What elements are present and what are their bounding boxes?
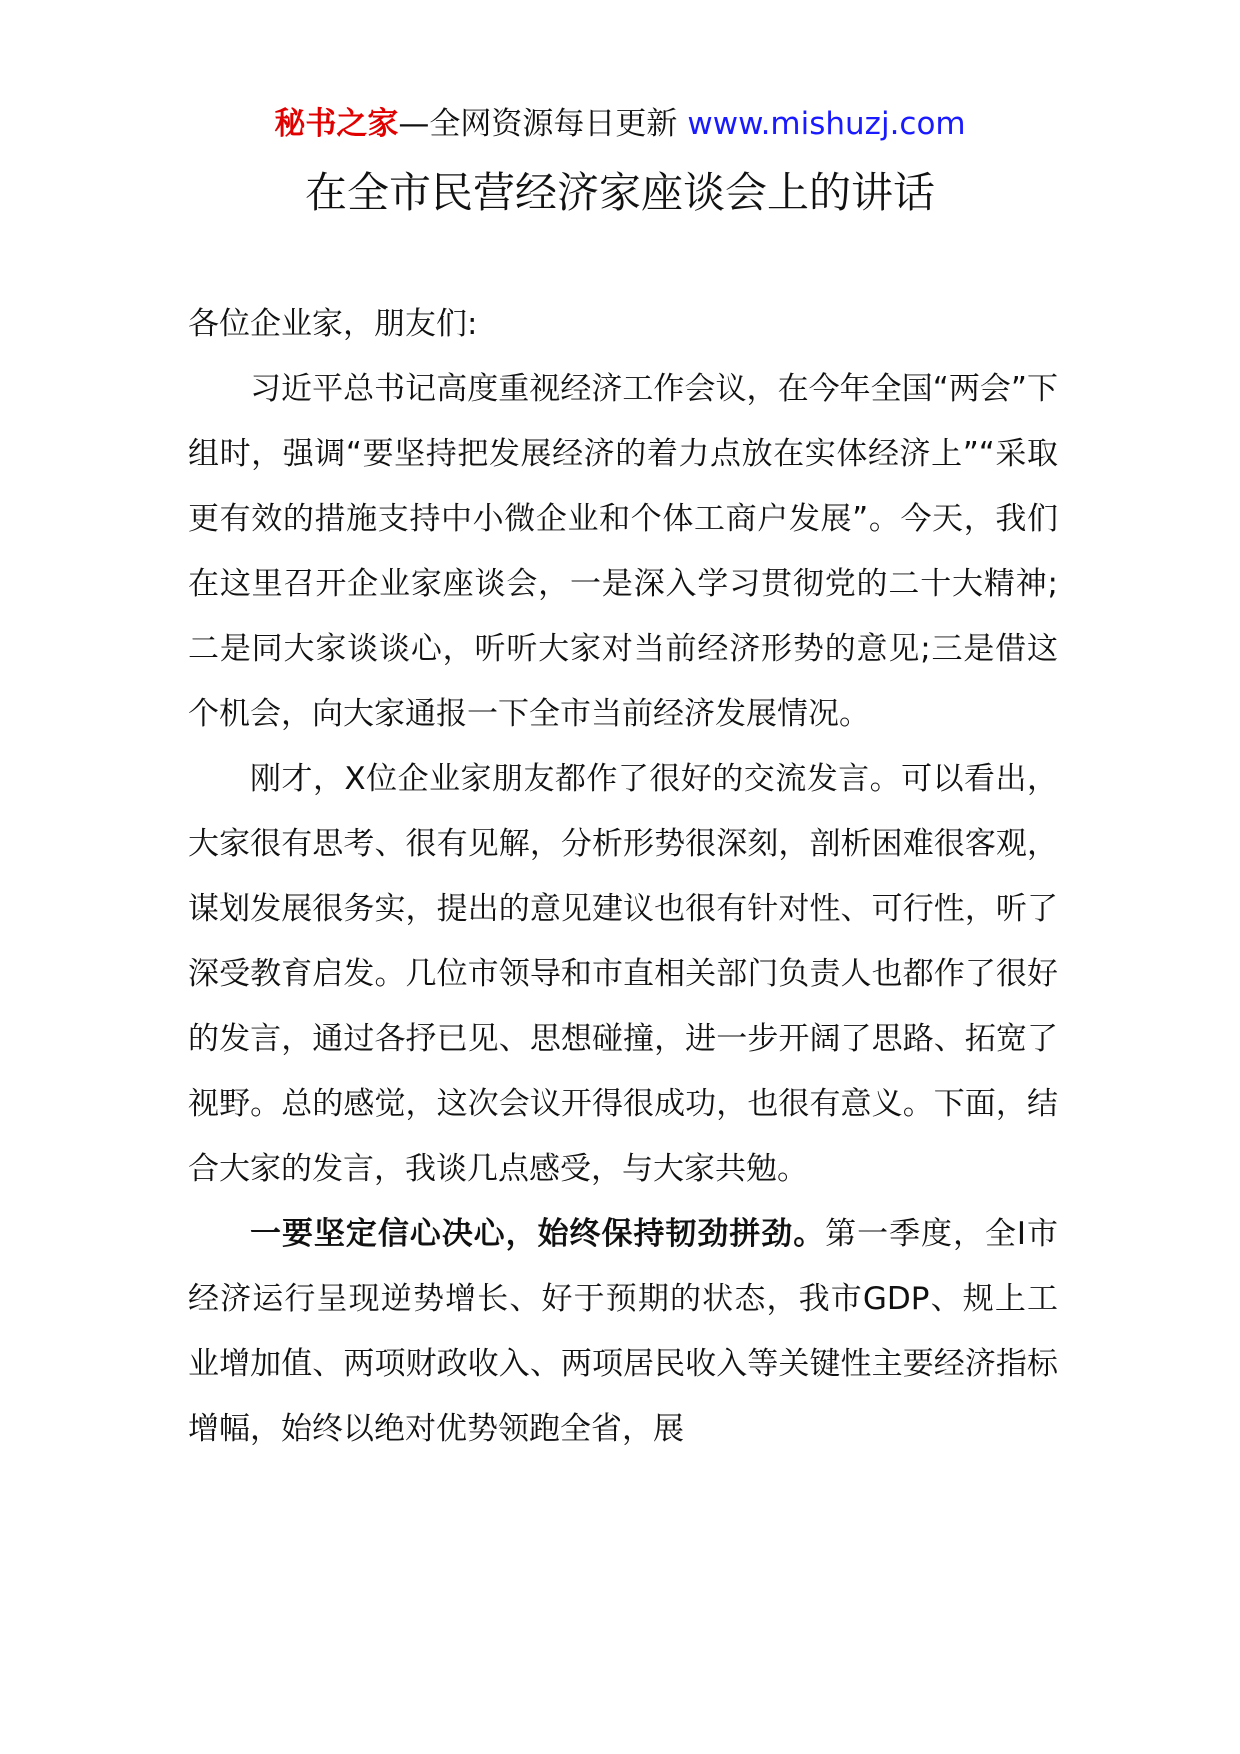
paragraph-lead: 一要坚定信心决心，始终保持韧劲拼劲。 xyxy=(250,1216,826,1252)
banner-tagline: —全网资源每日更新 xyxy=(398,106,678,142)
paragraph xyxy=(188,1202,1058,1462)
document-title: 在全市民营经济家座谈会上的讲话 xyxy=(304,168,935,217)
banner-brand: 秘书之家 xyxy=(274,106,399,142)
banner-url-link[interactable]: www.mishuzj.com xyxy=(687,106,966,142)
paragraph-text: 第一季度，全I市经济运行呈现逆势增长、好于预期的状态，我市GDP、规上工业增加值、两项财政收入、两项居民收入等关键性主要经济指标增幅，始终以绝对优势领跑全省，展 xyxy=(188,1216,1058,1447)
paragraph xyxy=(188,747,1058,1202)
site-banner xyxy=(0,100,1240,148)
salutation: 各位企业家，朋友们: xyxy=(188,306,478,342)
paragraph xyxy=(188,357,1058,747)
document-body xyxy=(188,292,1058,1462)
paragraph-text: 习近平总书记高度重视经济工作会议，在今年全国“两会”下组时，强调“要坚持把发展经济的着力点放在实体经济上”“采取更有效的措施支持中小微企业和个体工商户发展”。今天，我们在这里召开企业家座谈会，一是深入学习贯彻党的二十大精神;二是同大家谈谈心，听听大家对当前经济形势的意见;三是借这个机会，向大家通报一下全市当前经济发展情况。 xyxy=(188,371,1058,732)
paragraph-text: 刚才，X位企业家朋友都作了很好的交流发言。可以看出，大家很有思考、很有见解，分析形势很深刻，剖析困难很客观，谋划发展很务实，提出的意见建议也很有针对性、可行性，听了深受教育启发。几位市领导和市直相关部门负责人也都作了很好的发言，通过各抒已见、思想碰撞，进一步开阔了思路、拓宽了视野。总的感觉，这次会议开得很成功，也很有意义。下面，结合大家的发言，我谈几点感受，与大家共勉。 xyxy=(188,761,1058,1187)
